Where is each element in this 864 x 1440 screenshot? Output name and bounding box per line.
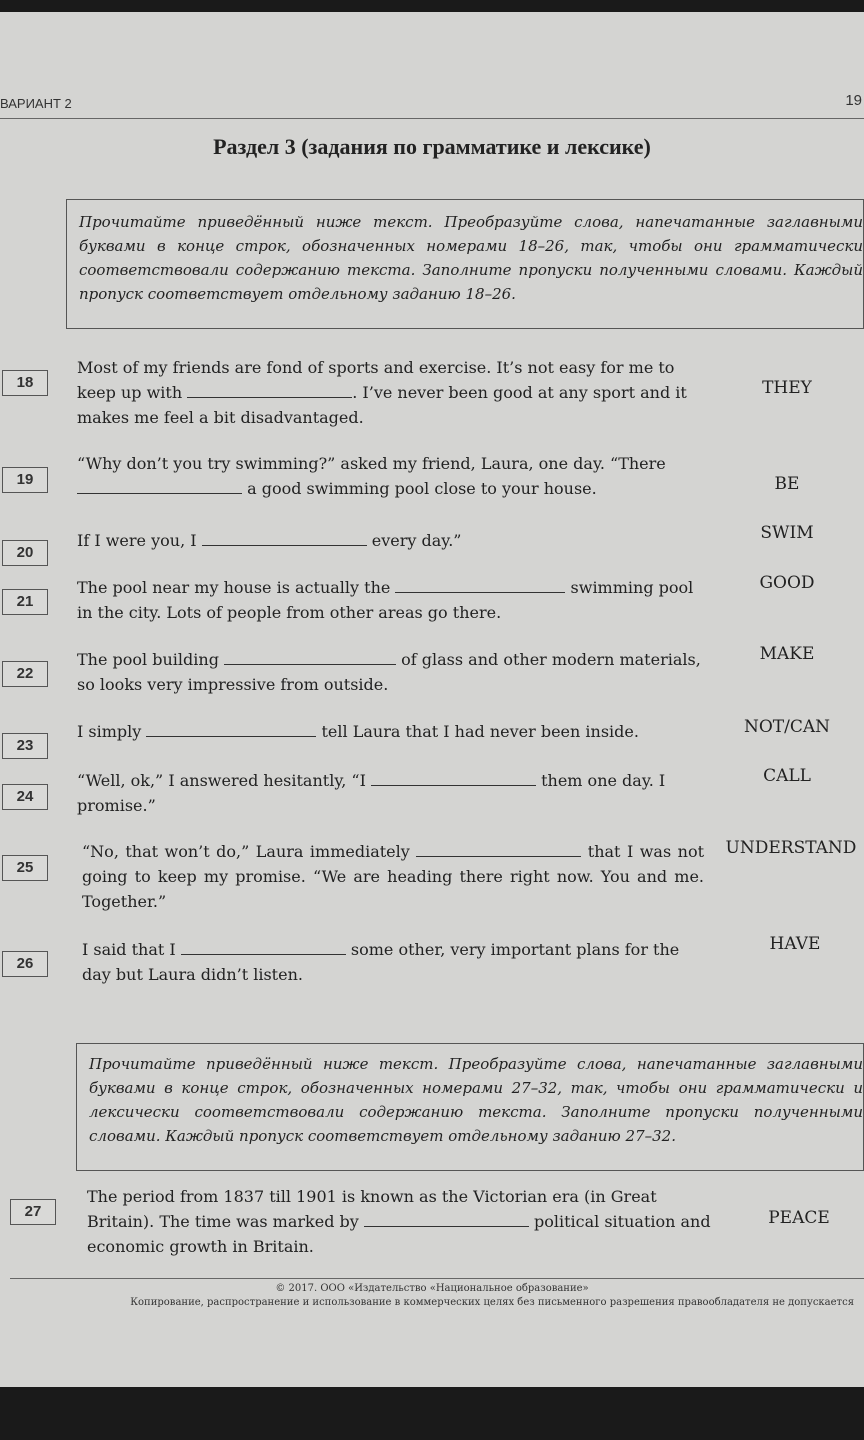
- task-word-24: CALL: [763, 766, 811, 786]
- task-text-27: The period from 1837 till 1901 is known as the Victorian era (in Great Britain). The time was marked by political situation and economic growth in Britain.: [87, 1187, 711, 1256]
- task-number-22: 22: [2, 661, 48, 687]
- task-text-22: The pool building of glass and other modern materials, so looks very impressive from outside.: [77, 650, 701, 694]
- footer-copyright: © 2017. ООО «Издательство «Национальное образование»: [275, 1283, 589, 1294]
- task-number-18: 18: [2, 370, 48, 396]
- answer-blank-27[interactable]: [364, 1210, 529, 1227]
- answer-blank-26[interactable]: [181, 938, 346, 955]
- task-text-24: “Well, ok,” I answered hesitantly, “I them one day. I promise.”: [77, 771, 666, 815]
- answer-blank-21[interactable]: [395, 576, 565, 593]
- task-text-25: “No, that won’t do,” Laura immediately that I was not going to keep my promise. “We are heading there right now. You and me. Together.”: [82, 842, 705, 911]
- variant-label: ВАРИАНТ 2: [0, 96, 72, 111]
- task-word-21: GOOD: [759, 573, 815, 593]
- task-number-21: 21: [2, 589, 48, 615]
- task-text-18: Most of my friends are fond of sports and exercise. It’s not easy for me to keep up with . I’ve never been good at any sport and it makes me feel a bit disadvantaged.: [77, 358, 687, 427]
- footer-rights-notice: Копирование, распространение и использование в коммерческих целях без письменного разрешения правообладателя не допускается: [130, 1297, 854, 1308]
- task-number-24: 24: [2, 784, 48, 810]
- task-number-19: 19: [2, 467, 48, 493]
- task-word-27: PEACE: [768, 1208, 830, 1228]
- answer-blank-23[interactable]: [146, 720, 316, 737]
- task-text-21: The pool near my house is actually the swimming pool in the city. Lots of people from other areas go there.: [77, 578, 694, 622]
- task-text-20: If I were you, I every day.”: [77, 531, 462, 550]
- footer-divider: [10, 1278, 864, 1279]
- answer-blank-19[interactable]: [77, 477, 242, 494]
- task-word-26: HAVE: [769, 934, 821, 954]
- answer-blank-20[interactable]: [202, 529, 367, 546]
- task-word-19: BE: [774, 474, 800, 494]
- answer-blank-24[interactable]: [371, 769, 536, 786]
- task-text-19: “Why don’t you try swimming?” asked my friend, Laura, one day. “There a good swimming pool close to your house.: [77, 454, 666, 498]
- task-word-18: THEY: [762, 378, 812, 398]
- instruction-box-18-26: Прочитайте приведённый ниже текст. Преобразуйте слова, напечатанные заглавными буквами в конце строк, обозначенных номерами 18–26, так, чтобы они грамматически соответствовали содержанию текста. Заполните пропуски полученными словами. Каждый пропуск соответствует отдельному заданию 18–26.: [66, 199, 864, 329]
- answer-blank-18[interactable]: [187, 381, 352, 398]
- answer-blank-25[interactable]: [416, 840, 581, 857]
- task-word-23: NOT/CAN: [743, 717, 831, 737]
- task-number-26: 26: [2, 951, 48, 977]
- task-number-25: 25: [2, 855, 48, 881]
- task-number-20: 20: [2, 540, 48, 566]
- task-text-23: I simply tell Laura that I had never been inside.: [77, 722, 639, 741]
- task-word-25: UNDERSTAND: [725, 838, 857, 858]
- answer-blank-22[interactable]: [224, 648, 396, 665]
- instruction-box-27-32: Прочитайте приведённый ниже текст. Преобразуйте слова, напечатанные заглавными буквами в конце строк, обозначенных номерами 27–32, так, чтобы они грамматически и лексически соответствовали содержанию текста. Заполните пропуски полученными словами. Каждый пропуск соответствует отдельному заданию 27–32.: [76, 1043, 864, 1171]
- task-word-20: SWIM: [760, 523, 814, 543]
- task-word-22: MAKE: [759, 644, 815, 664]
- task-number-23: 23: [2, 733, 48, 759]
- header-divider: [0, 118, 864, 119]
- page-number: 19: [845, 92, 862, 109]
- exam-page: [0, 12, 864, 1387]
- task-text-26: I said that I some other, very important plans for the day but Laura didn’t listen.: [82, 940, 680, 984]
- section-title: Раздел 3 (задания по грамматике и лексике): [213, 134, 651, 159]
- task-number-27: 27: [10, 1199, 56, 1225]
